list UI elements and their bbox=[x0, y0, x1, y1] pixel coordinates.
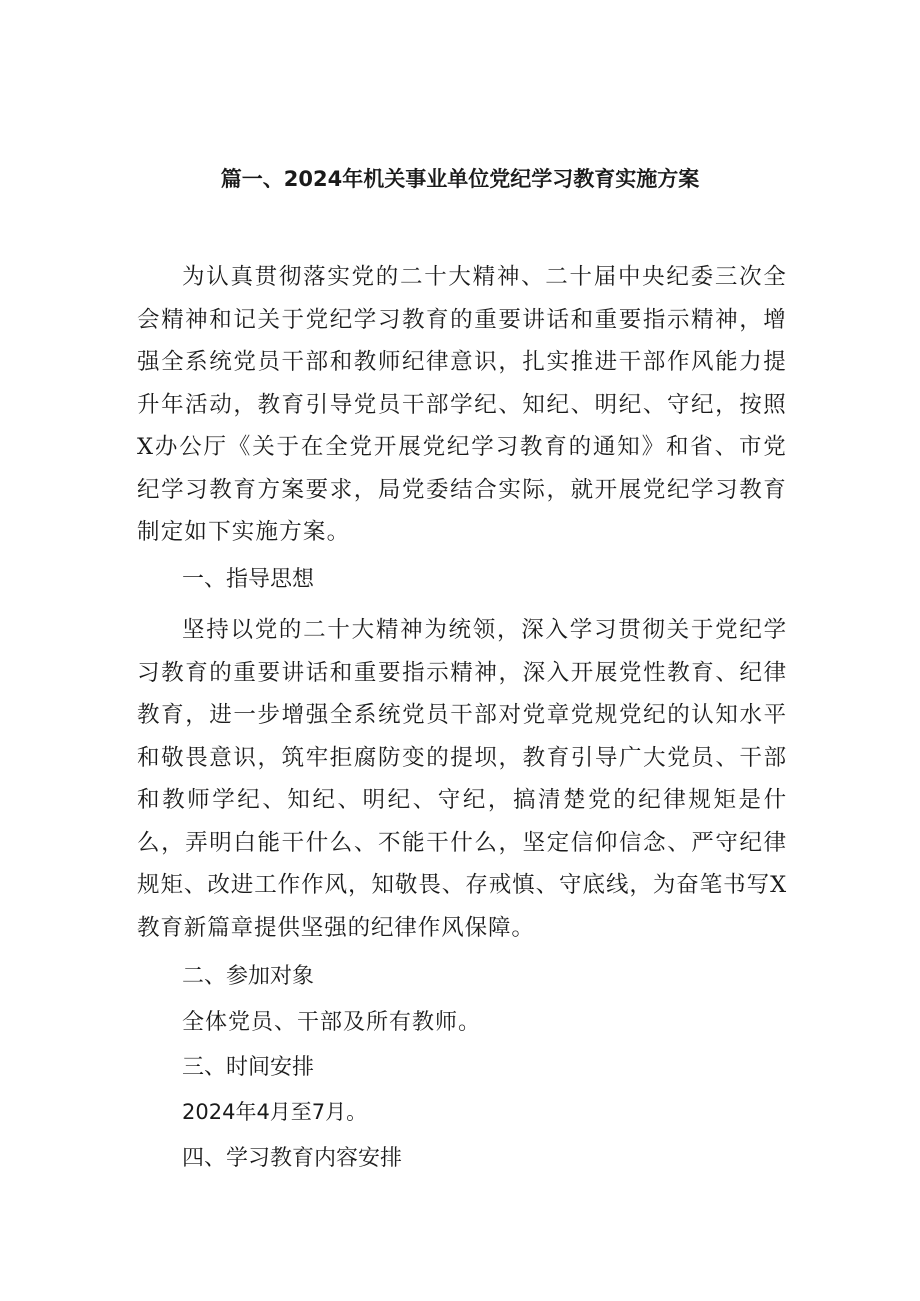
document-title: 篇一、2024年机关事业单位党纪学习教育实施方案 bbox=[220, 167, 700, 191]
section-heading-participants: 二、参加对象 bbox=[182, 964, 315, 989]
section-heading-guiding-ideology: 一、指导思想 bbox=[182, 567, 315, 592]
section-heading-content-arrangement: 四、学习教育内容安排 bbox=[182, 1146, 403, 1171]
section-body-guiding-ideology: 坚持以党的二十大精神为统领，深入学习贯彻关于党纪学习教育的重要讲话和重要指示精神，深入开展党性教育、纪律教育，进一步增强全系统党员干部对党章党规党纪的认知水平和敬畏意识，筑牢拒腐防变的提坝，教育引导广大党员、干部和教师学纪、知纪、明纪、守纪，搞清楚党的纪律规矩是什么，弄明白能干什么、不能干什么，坚定信仰信念、严守纪律规矩、改进工作作风，知敬畏、存戒慎、守底线，为奋笔书写X教育新篇章提供坚强的纪律作风保障。 bbox=[137, 617, 787, 941]
section-heading-schedule: 三、时间安排 bbox=[182, 1055, 315, 1080]
section-body-participants: 全体党员、干部及所有教师。 bbox=[182, 1010, 482, 1035]
section-body-schedule: 2024年4月至7月。 bbox=[182, 1100, 368, 1124]
intro-paragraph: 为认真贯彻落实党的二十大精神、二十届中央纪委三次全会精神和记关于党纪学习教育的重要讲话和重要指示精神，增强全系统党员干部和教师纪律意识，扎实推进干部作风能力提升年活动，教育引导党员干部学纪、知纪、明纪、守纪，按照X办公厅《关于在全党开展党纪学习教育的通知》和省、市党纪学习教育方案要求，局党委结合实际，就开展党纪学习教育制定如下实施方案。 bbox=[137, 264, 787, 545]
